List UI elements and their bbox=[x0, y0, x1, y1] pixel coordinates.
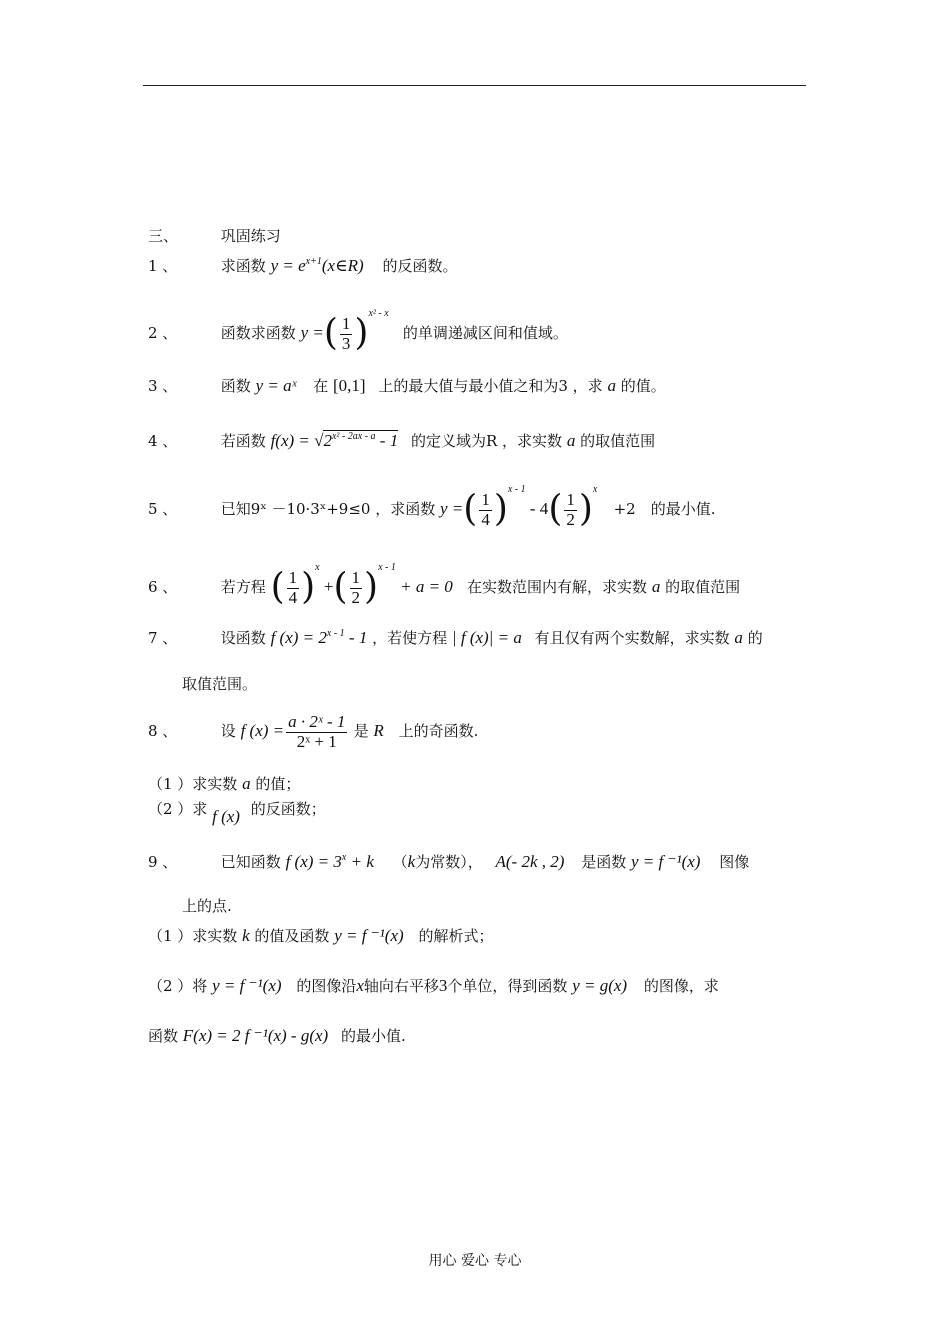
formula: y = aˣ bbox=[255, 376, 297, 395]
problem-2: 2 、 函数求函数 y =( $\frac{1}{3}$ )$^{x^2 - x}$ 的单调递减区间和值域。 bbox=[148, 308, 568, 354]
section-number: 三、 bbox=[148, 227, 179, 245]
formula: y =( $\frac{1}{4}$ )$^{x - 1}$ - 4( $\frac{1}{2}$ )$^x$ bbox=[439, 484, 598, 530]
formula: f (x) = $\frac{\text{a · 2ˣ - 1}}{\text{2ˣ + 1}}$ bbox=[240, 712, 346, 751]
formula: f $(x) = 3^x + k$ bbox=[285, 852, 374, 871]
section-title: 巩固练习 bbox=[220, 227, 281, 245]
problem-3: 3 、 函数 y = aˣ 在 [0,1] 上的最大值与最小值之和为3 ，求 a 的值。 bbox=[148, 376, 666, 395]
formula: $y = e^{x+1}(x\in R)$ bbox=[270, 256, 364, 275]
problem-9-part-1: （1 ）求实数 k 的值及函数 y = f ⁻¹(x) 的解析式； bbox=[148, 926, 494, 945]
problem-9: 9 、 已知函数 f $(x) = 3^x + k$ （k为常数）， A(- 2k , 2) 是函数 y = f ⁻¹(x) 图像 bbox=[148, 852, 750, 871]
problem-6: 6 、 若方程 ( $\frac{1}{4}$ )$^x$ +( $\frac{1}{2}$ )$^{x - 1}$ + a = 0 在实数范围内有解，求实数 a 的取值范围 bbox=[148, 562, 741, 608]
problem-7-continued: 取值范围。 bbox=[182, 675, 258, 693]
header-rule bbox=[143, 85, 806, 86]
problem-7: 7 、 设函数 f $(x) = 2^{x - 1} - 1$ ，若使方程 | f (x)| = a 有且仅有两个实数解，求实数 a 的 bbox=[148, 628, 763, 647]
problem-9-part-2: （2 ）将 y = f ⁻¹(x) 的图像沿x轴向右平移3个单位，得到函数 y = g(x) 的图像，求 bbox=[148, 976, 719, 995]
problem-5: 5 、 已知9ˣ －10·3ˣ+9≤0 ，求函数 y =( $\frac{1}{4}$ )$^{x - 1}$ - 4( $\frac{1}{2}$ )$^x$ +2 的最小值. bbox=[148, 484, 716, 530]
problem-8-part-1: （1 ）求实数 a 的值； bbox=[148, 774, 301, 793]
section-heading bbox=[148, 227, 281, 247]
formula: $f(x) = √2^{x^2 - 2ax - a} - 1$ bbox=[270, 431, 399, 450]
problem-9-continued: 上的点. bbox=[182, 897, 232, 915]
formula: ( $\frac{1}{4}$ )$^x$ +( $\frac{1}{2}$ )$^{x - 1}$ + a = 0 bbox=[270, 562, 453, 608]
problem-8-part-2: （2 ）求 f (x) 的反函数； bbox=[148, 800, 326, 826]
problem-4: 4 、 若函数 $f(x) = √2^{x^2 - 2ax - a} - 1$ 的定义域为R ，求实数 a 的取值范围 bbox=[148, 431, 656, 450]
page-footer: 用心 爱心 专心 bbox=[428, 1253, 522, 1269]
formula: f $(x) = 2^{x - 1} - 1$ bbox=[270, 628, 368, 647]
problem-8: 8 、 设 f (x) = $\frac{\text{a · 2ˣ - 1}}{\text{2ˣ + 1}}$ 是 R 上的奇函数. bbox=[148, 712, 479, 751]
formula: y =( $\frac{1}{3}$ )$^{x^2 - x}$ bbox=[300, 308, 389, 354]
problem-9-part-2-continued: 函数 F(x) = 2 f ⁻¹(x) - g(x) 的最小值. bbox=[148, 1026, 406, 1045]
problem-1: 1 、 求函数 $y = e^{x+1}(x\in R)$ 的反函数。 bbox=[148, 256, 458, 275]
